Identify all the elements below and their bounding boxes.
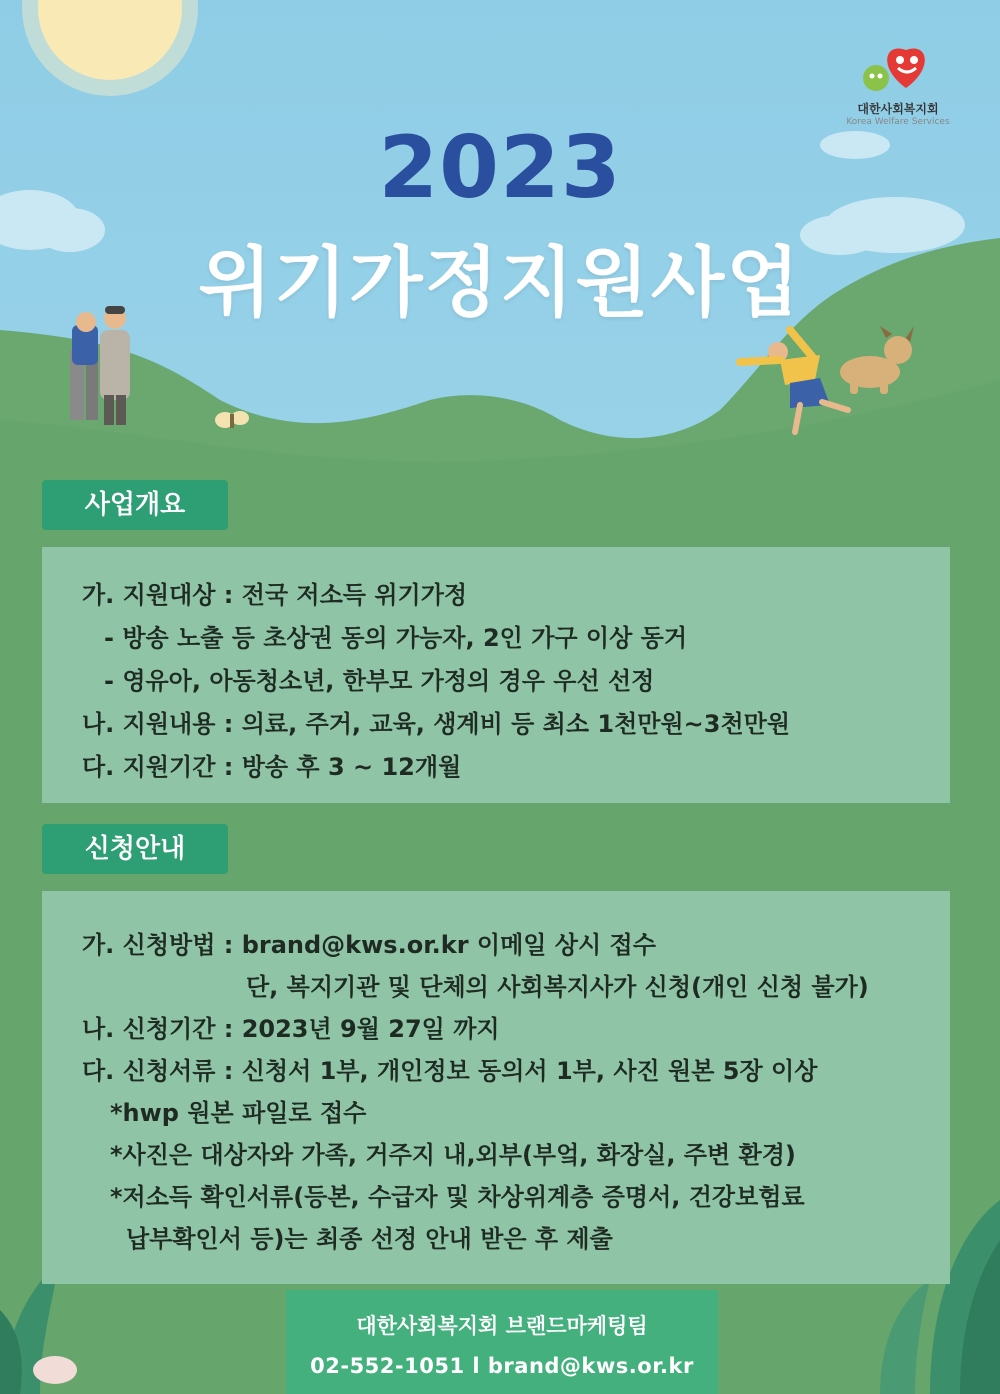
poster-title: 위기가정지원사업 xyxy=(198,238,802,327)
overview-section-label: 사업개요 xyxy=(42,480,228,530)
kws-logo xyxy=(838,38,958,127)
contact-footer xyxy=(286,1290,718,1394)
overview-line-period: 다. 지원기간 : 방송 후 3 ~ 12개월 xyxy=(82,753,462,781)
heart-logo-icon xyxy=(858,38,938,94)
overview-line-condition-1: - 방송 노출 등 초상권 동의 가능자, 2인 가구 이상 동거 xyxy=(104,624,688,652)
application-box xyxy=(42,891,950,1284)
application-line-note-income: *저소득 확인서류(등본, 수급자 및 차상위계층 증명서, 건강보험료 xyxy=(110,1183,805,1211)
overview-box xyxy=(42,547,950,803)
application-section-label: 신청안내 xyxy=(42,824,228,874)
footer-contact: 02-552-1051 l brand@kws.or.kr xyxy=(310,1354,694,1378)
footer-team: 대한사회복지회 브랜드마케팅팀 xyxy=(356,1314,648,1338)
application-line-note-photos: *사진은 대상자와 가족, 거주지 내,외부(부엌, 화장실, 주변 환경) xyxy=(110,1141,796,1169)
logo-name-en: Korea Welfare Services xyxy=(846,117,950,127)
application-line-period: 나. 신청기간 : 2023년 9월 27일 까지 xyxy=(82,1015,500,1043)
overview-line-condition-2: - 영유아, 아동청소년, 한부모 가정의 경우 우선 선정 xyxy=(104,667,655,695)
overview-line-target: 가. 지원대상 : 전국 저소득 위기가정 xyxy=(82,581,468,609)
application-line-note-hwp: *hwp 원본 파일로 접수 xyxy=(110,1099,367,1127)
application-line-method: 가. 신청방법 : brand@kws.or.kr 이메일 상시 접수 xyxy=(82,931,656,959)
logo-name-kr: 대한사회복지회 xyxy=(857,102,939,116)
application-line-documents: 다. 신청서류 : 신청서 1부, 개인정보 동의서 1부, 사진 원본 5장 이상 xyxy=(82,1057,818,1085)
application-line-method-note: 단, 복지기관 및 단체의 사회복지사가 신청(개인 신청 불가) xyxy=(246,973,869,1001)
application-line-note-income-cont: 납부확인서 등)는 최종 선정 안내 받은 후 제출 xyxy=(126,1225,613,1253)
poster-year: 2023 xyxy=(378,118,622,218)
overview-line-content: 나. 지원내용 : 의료, 주거, 교육, 생계비 등 최소 1천만원~3천만원 xyxy=(82,710,791,738)
